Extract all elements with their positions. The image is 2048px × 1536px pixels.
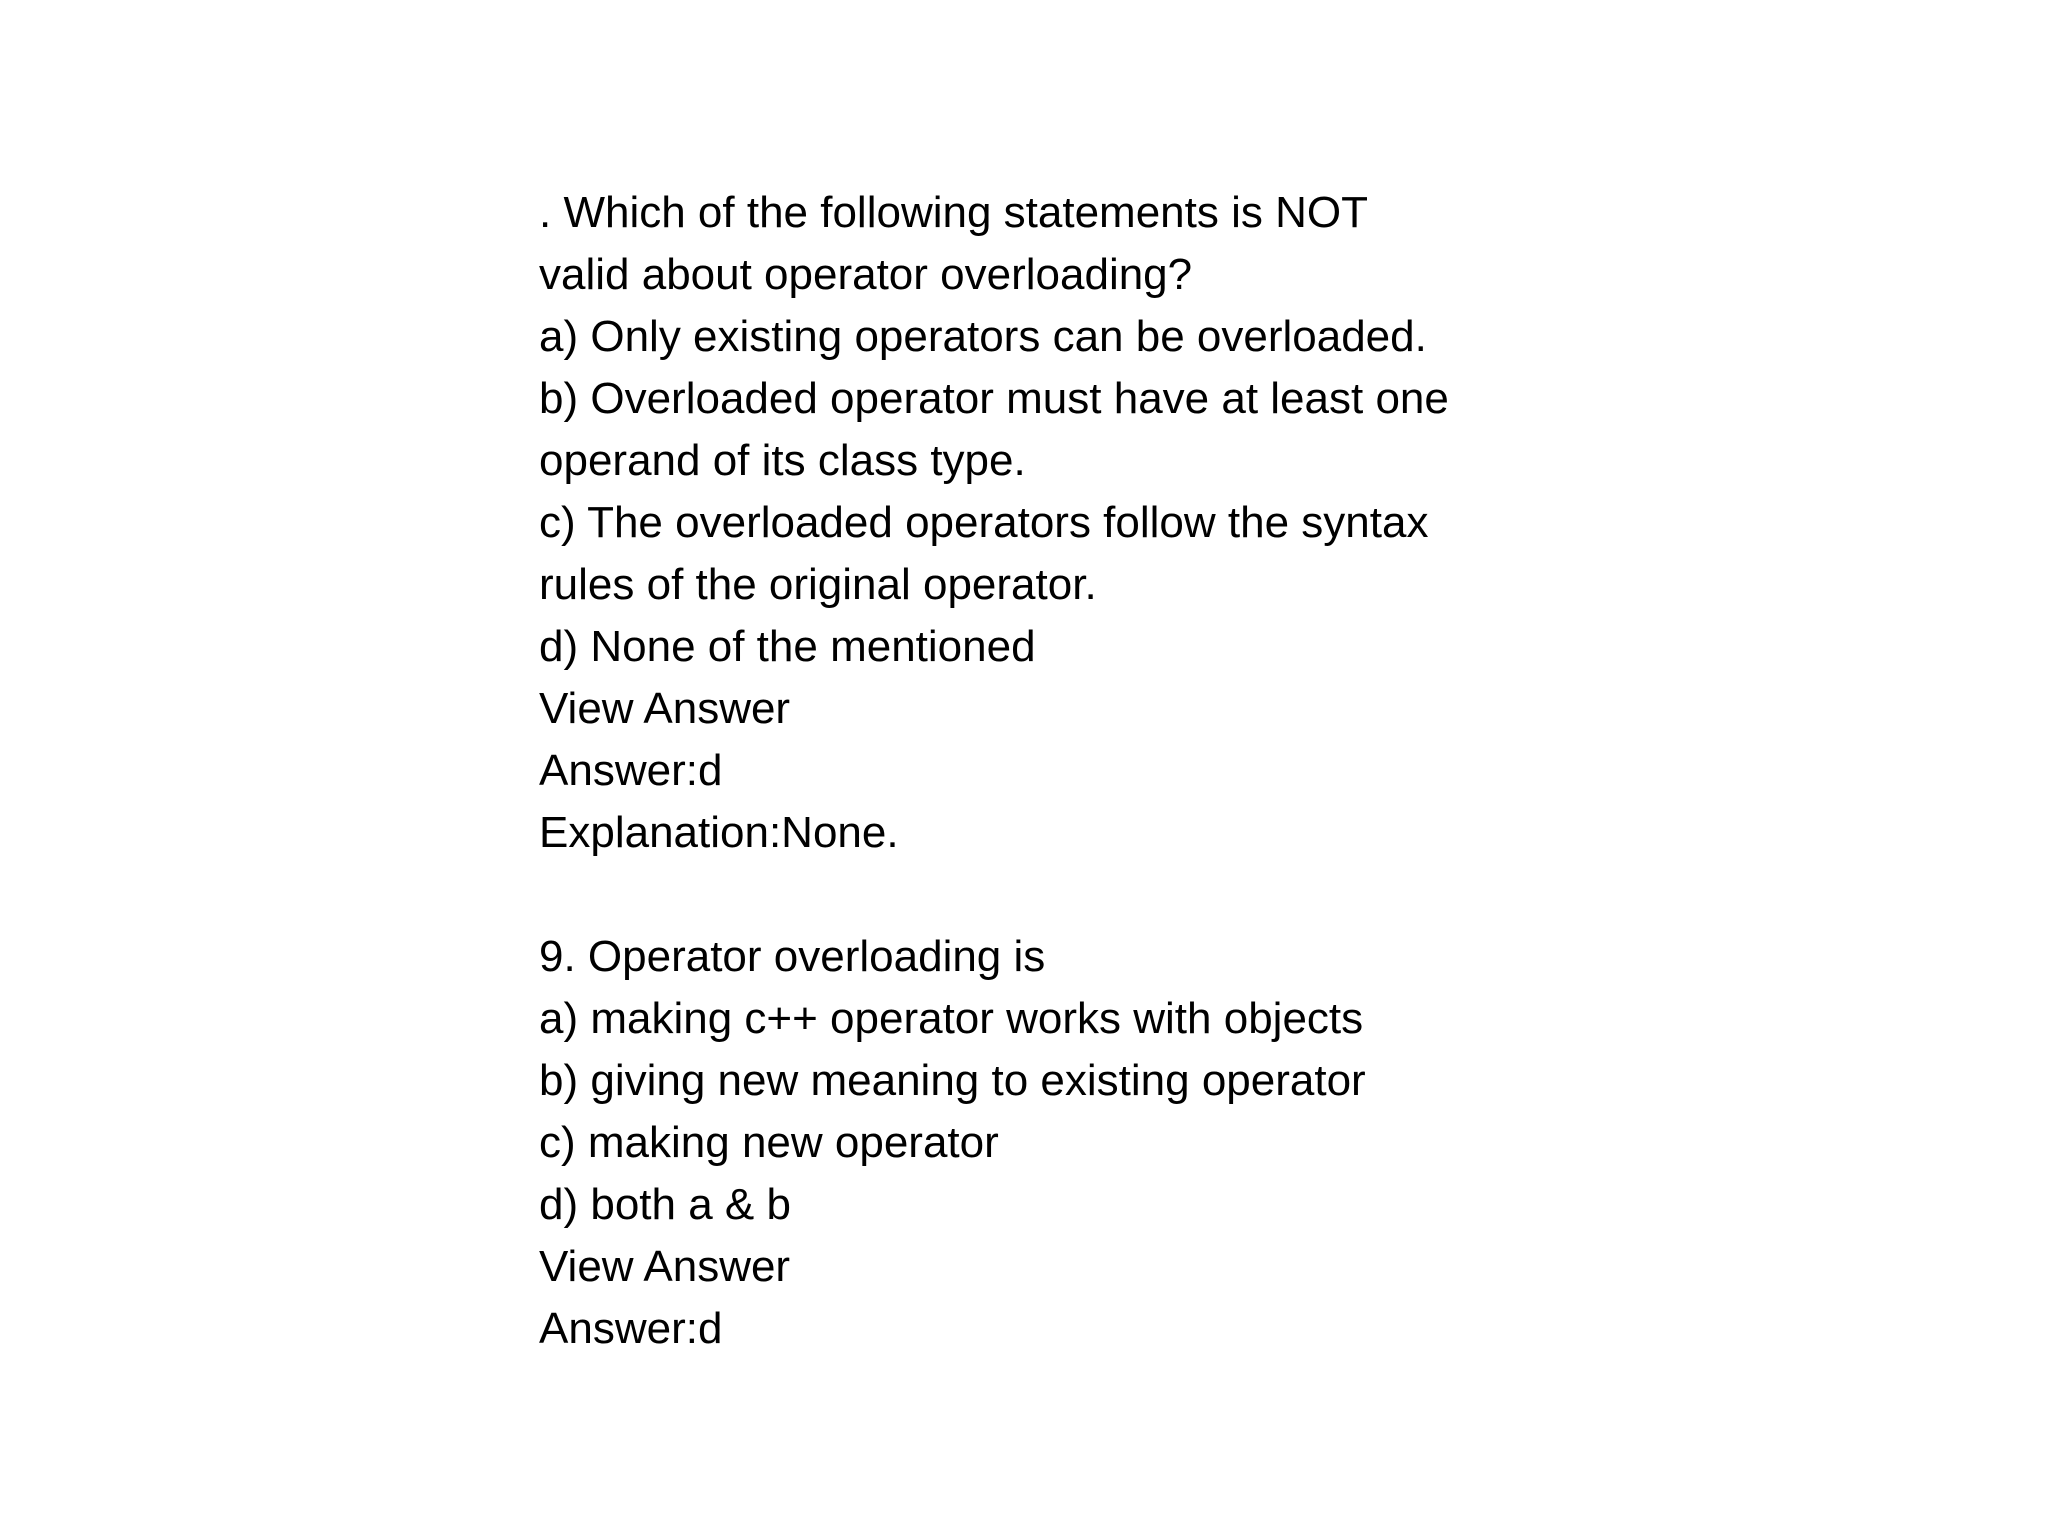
question-stem: . Which of the following statements is NOT: [539, 188, 1368, 237]
option-c: c) making new operator: [539, 1118, 999, 1167]
option-a: a) Only existing operators can be overloaded.: [539, 312, 1427, 361]
view-answer-link[interactable]: View Answer: [539, 1242, 791, 1291]
question-stem-continued: valid about operator overloading?: [539, 250, 1193, 299]
option-a: a) making c++ operator works with objects: [539, 994, 1364, 1043]
answer-text: Answer:d: [539, 1304, 723, 1353]
view-answer-link[interactable]: View Answer: [539, 684, 791, 733]
option-b-continued: operand of its class type.: [539, 436, 1026, 485]
option-c: c) The overloaded operators follow the syntax: [539, 498, 1429, 547]
explanation-text: Explanation:None.: [539, 808, 899, 857]
option-d: d) both a & b: [539, 1180, 791, 1229]
question-stem: 9. Operator overloading is: [539, 932, 1046, 981]
option-b: b) Overloaded operator must have at least one: [539, 374, 1449, 423]
option-c-continued: rules of the original operator.: [539, 560, 1097, 609]
option-d: d) None of the mentioned: [539, 622, 1036, 671]
option-b: b) giving new meaning to existing operator: [539, 1056, 1366, 1105]
question-9: [539, 926, 1539, 1360]
answer-text: Answer:d: [539, 746, 723, 795]
quiz-text-block: [539, 182, 1539, 1360]
spacer: [539, 864, 1539, 926]
question-8: [539, 182, 1539, 864]
